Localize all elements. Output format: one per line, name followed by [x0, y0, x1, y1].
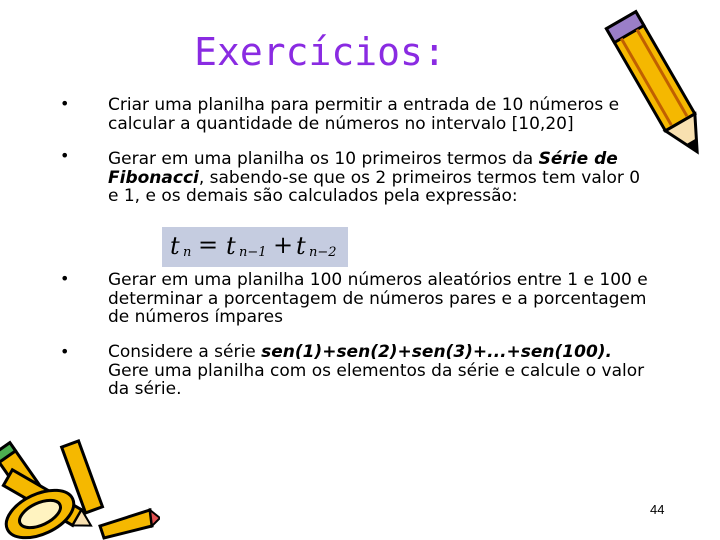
formula-equals: =	[198, 231, 219, 259]
emphasis-text: Série de Fibonacci	[108, 149, 618, 188]
item-text: Considere a série	[108, 342, 262, 362]
formula-term-t: t	[170, 232, 180, 260]
fibonacci-formula	[162, 227, 348, 267]
pencils-cup-icon	[0, 430, 160, 540]
exercise-item-2	[108, 150, 653, 206]
pencil-icon	[598, 2, 716, 172]
item-text: Gerar em uma planilha os 10 primeiros termos da	[108, 149, 539, 169]
exercise-item-3	[108, 271, 653, 327]
item-text: Gere uma planilha com os elementos da série e calcule o valor da série.	[108, 360, 645, 399]
item-text: , sabendo-se que os 2 primeiros termos tem valor 0 e 1, e os demais são calculados pela expressão:	[108, 167, 641, 206]
formula-plus: +	[273, 231, 294, 259]
formula-subscript: n−1	[239, 245, 267, 260]
item-text: Criar uma planilha para permitir a entrada de 10 números e calcular a quantidade de números no intervalo [10,20]	[108, 95, 620, 134]
emphasis-text: sen(1)+sen(2)+sen(3)+...+sen(100).	[261, 342, 613, 362]
formula-subscript: n	[183, 245, 192, 260]
item-text: Gerar em uma planilha 100 números aleatórios entre 1 e 100 e determinar a porcentagem de números pares e a porcentagem de números ímpares	[108, 270, 648, 327]
bullet-marker: •	[60, 342, 70, 361]
bullet-marker: •	[60, 269, 70, 288]
exercise-item-1	[108, 96, 653, 133]
page-number: 44	[650, 502, 665, 517]
exercise-item-4	[108, 343, 653, 399]
bullet-marker: •	[60, 146, 70, 165]
formula-term-t: t	[226, 232, 236, 260]
formula-term-t: t	[296, 232, 306, 260]
bullet-marker: •	[60, 94, 70, 113]
slide-title: Exercícios:	[194, 30, 446, 74]
formula-subscript: n−2	[309, 245, 337, 260]
